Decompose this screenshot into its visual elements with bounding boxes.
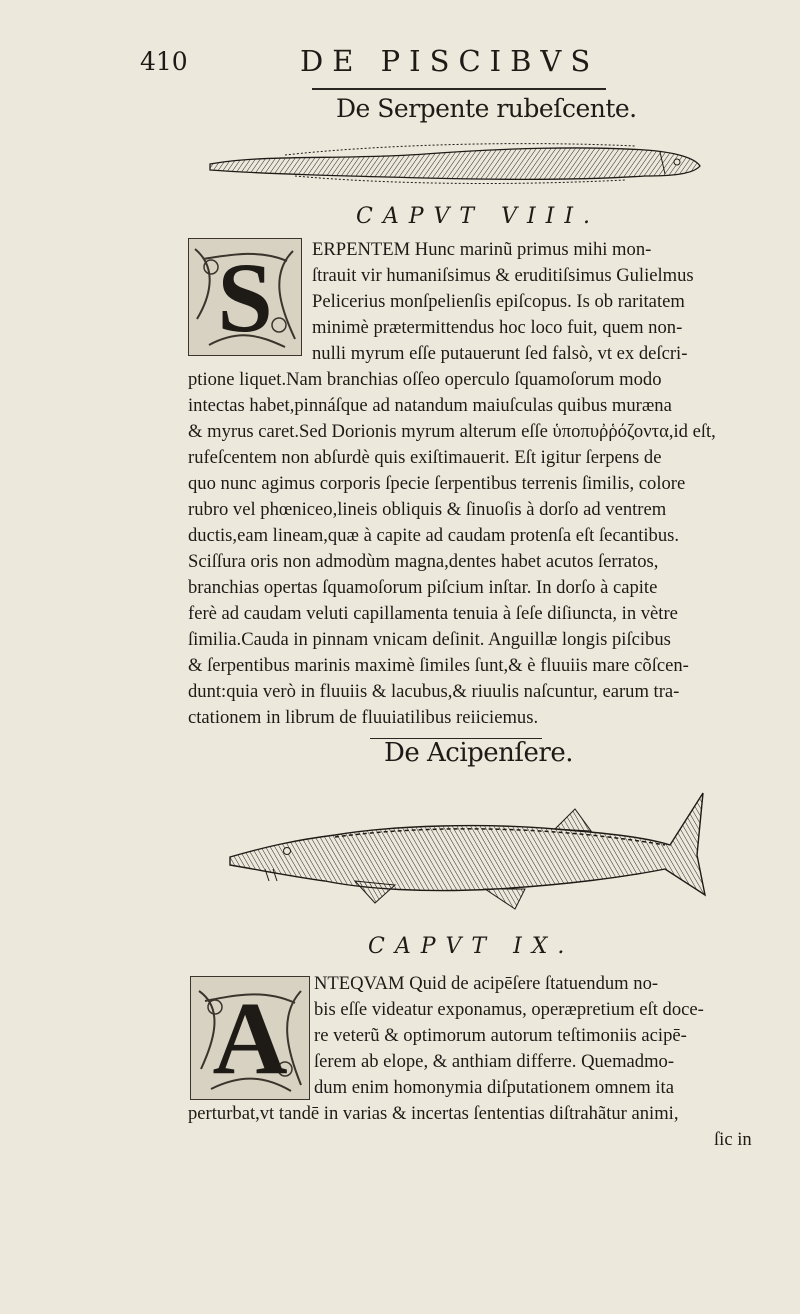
chapter-heading-8: CAPVT VIII. xyxy=(356,204,601,229)
text-line: ſtrauit vir humaniſsimus & eruditiſsimus Gulielmus xyxy=(312,265,694,286)
text-line: ctationem in librum de fluuiatilibus reiiciemus. xyxy=(188,707,539,728)
text-line: ferè ad caudam veluti capillamenta tenuia à ſeſe diſiuncta, in vètre xyxy=(188,603,678,624)
text-line: minimè prætermittendus hoc loco fuit, quem non- xyxy=(312,317,683,338)
catchword: ſic in xyxy=(714,1129,752,1150)
text-line: perturbat,vt tandē in varias & incertas ſententias diſtrahãtur animi, xyxy=(188,1103,679,1124)
initial-letter: A xyxy=(212,980,288,1096)
text-line: Sciſſura oris non admodùm magna,dentes habet acutos ſerratos, xyxy=(188,551,659,572)
text-line: rubro vel phœniceo,lineis obliquis & ſinuoſis à dorſo ad ventrem xyxy=(188,499,667,520)
text-line: intectas habet,pinnáſque ad natandum maiuſculas quibus muræna xyxy=(188,395,672,416)
text-line: & myrus caret.Sed Dorionis myrum alterum eſſe ὑποπυῤῥόζοντα,id eſt, xyxy=(188,421,716,442)
text-line: Pelicerius monſpelienſis epiſcopus. Is ob raritatem xyxy=(312,291,685,312)
text-line: & ſerpentibus marinis maximè ſimiles ſunt,& è fluuiis mare cõſcen- xyxy=(188,655,689,676)
red-serpent-fish-illustration xyxy=(205,140,705,192)
header-rule xyxy=(312,88,606,90)
text-line: ſimilia.Cauda in pinnam vnicam deſinit. Anguillæ longis piſcibus xyxy=(188,629,671,650)
text-line: ERPENTEM Hunc marinũ primus mihi mon- xyxy=(312,239,652,260)
text-line: nulli myrum eſſe putauerunt ſed falsò, vt ex deſcri- xyxy=(312,343,688,364)
text-line: bis eſſe videatur exponamus, operæpretium eſt doce- xyxy=(314,999,704,1020)
section-title-sturgeon: De Acipenſere. xyxy=(384,738,574,768)
text-line: ductis,eam lineam,quæ à capite ad caudam protenſa eſt ſecantibus. xyxy=(188,525,680,546)
text-line: ſerem ab elope, & anthiam differre. Quemadmo- xyxy=(314,1051,675,1072)
section-title-serpent: De Serpente rubeſcente. xyxy=(336,94,637,123)
text-line: re veterũ & optimorum autorum teſtimoniis acipē- xyxy=(314,1025,687,1046)
text-line: NTEQVAM Quid de acipēſere ſtatuendum no- xyxy=(314,973,659,994)
decorated-initial-s xyxy=(188,238,302,356)
sturgeon-fish-illustration xyxy=(225,785,715,920)
text-line: dunt:quia verò in fluuiis & lacubus,& riuulis naſcuntur, earum tra- xyxy=(188,681,680,702)
text-line: dum enim homonymia diſputationem omnem ita xyxy=(314,1077,674,1098)
decorated-initial-a xyxy=(190,976,310,1100)
text-line: quo nunc agimus corporis ſpecie ſerpentibus terrenis ſimilis, colore xyxy=(188,473,686,494)
page-number: 410 xyxy=(140,47,188,76)
initial-letter: S xyxy=(217,241,273,353)
text-line: ptione liquet.Nam branchias oſſeo operculo ſquamoſorum modo xyxy=(188,369,662,390)
running-title: DE PISCIBVS xyxy=(300,44,600,78)
chapter-heading-9: CAPVT IX. xyxy=(368,934,575,959)
text-line: rufeſcentem non abſurdè quis exiſtimauerit. Eſt igitur ſerpens de xyxy=(188,447,662,468)
text-line: branchias opertas ſquamoſorum piſcium inſtar. In dorſo à capite xyxy=(188,577,658,598)
